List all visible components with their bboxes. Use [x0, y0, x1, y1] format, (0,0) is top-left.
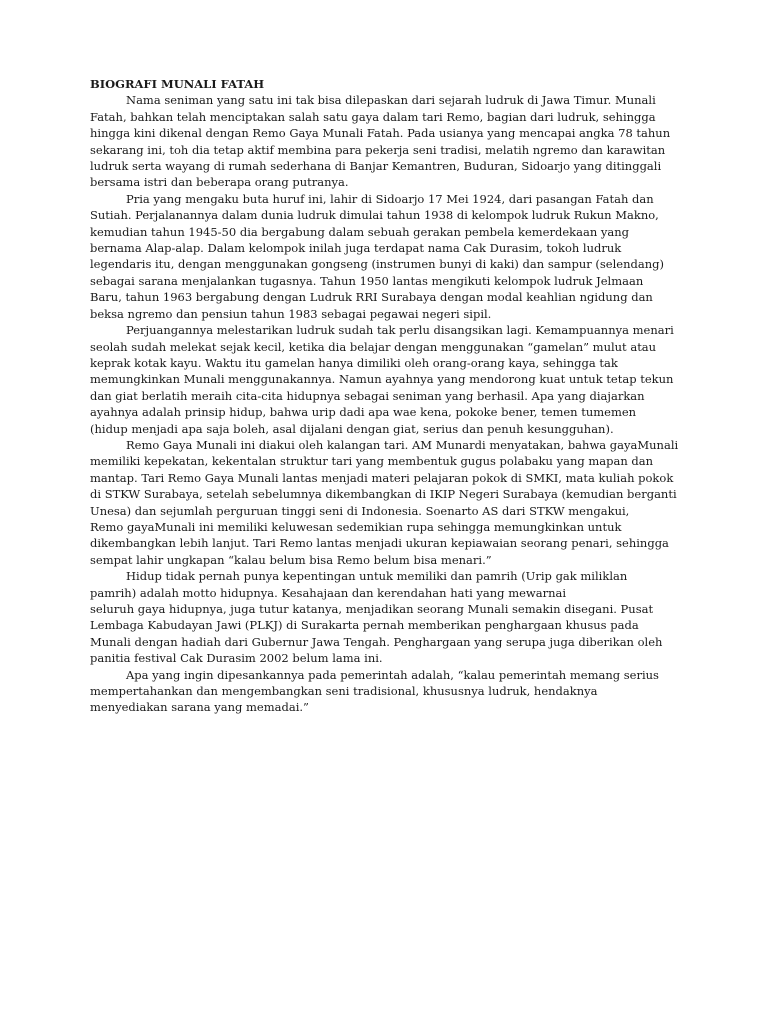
paragraph-line: sekarang ini, toh dia tetap aktif membina para pekerja seni tradisi, melatih ngremo dan karawitan — [90, 142, 666, 157]
paragraph-line: (hidup menjadi apa saja boleh, asal dijalani dengan giat, serius dan penuh kesungguhan). — [90, 421, 614, 436]
paragraph-line: Hidup tidak pernah punya kepentingan untuk memiliki dan pamrih (Urip gak miliklan — [126, 569, 628, 584]
paragraph-line: memungkinkan Munali menggunakannya. Namun ayahnya yang mendorong kuat untuk tetap tekun — [90, 372, 674, 387]
paragraph-line: dan giat berlatih meraih cita-cita hidupnya sebagai seniman yang berhasil. Apa yang diajarkan — [90, 388, 645, 403]
paragraph — [90, 667, 680, 716]
paragraph-line: seolah sudah melekat sejak kecil, ketika dia belajar dengan menggunakan “gamelan” mulut atau — [90, 339, 657, 354]
paragraph-line: sebagai sarana menjalankan tugasnya. Tahun 1950 lantas mengikuti kelompok ludruk Jelmaan — [90, 273, 644, 288]
paragraph-line: ayahnya adalah prinsip hidup, bahwa urip dadi apa wae kena, pokoke bener, temen tumemen — [90, 405, 637, 420]
paragraph-line: Fatah, bahkan telah menciptakan salah satu gaya dalam tari Remo, bagian dari ludruk, sehingga — [90, 109, 656, 124]
paragraph-line: Nama seniman yang satu ini tak bisa dilepaskan dari sejarah ludruk di Jawa Timur. Munali — [126, 93, 656, 108]
paragraph — [90, 437, 680, 568]
document-body — [90, 76, 680, 716]
paragraph-line: Remo Gaya Munali ini diakui oleh kalangan tari. AM Munardi menyatakan, bahwa gayaMunali — [126, 437, 679, 452]
paragraph-line: di STKW Surabaya, setelah sebelumnya dikembangkan di IKIP Negeri Surabaya (kemudian berganti — [90, 487, 677, 502]
paragraph-line: mempertahankan dan mengembangkan seni tradisional, khususnya ludruk, hendaknya — [90, 684, 598, 699]
paragraph-line: Munali dengan hadiah dari Gubernur Jawa Tengah. Penghargaan yang serupa juga diberikan oleh — [90, 634, 663, 649]
paragraph-line: Pria yang mengaku buta huruf ini, lahir di Sidoarjo 17 Mei 1924, dari pasangan Fatah dan — [126, 191, 654, 206]
paragraph-line: Remo gayaMunali ini memiliki keluwesan sedemikian rupa sehingga memungkinkan untuk — [90, 519, 622, 534]
paragraph-line: kemudian tahun 1945-50 dia bergabung dalam sebuah gerakan pembela kemerdekaan yang — [90, 224, 630, 239]
paragraph — [90, 191, 680, 322]
paragraph-line: bersama istri dan beberapa orang putranya. — [90, 175, 349, 190]
paragraph-line: menyediakan sarana yang memadai.” — [90, 700, 309, 715]
paragraph-line: panitia festival Cak Durasim 2002 belum lama ini. — [90, 651, 383, 666]
paragraph-line: memiliki kepekatan, kekentalan struktur tari yang membentuk gugus polabaku yang mapan dan — [90, 454, 654, 469]
paragraph-line: sempat lahir ungkapan “kalau belum bisa Remo belum bisa menari.” — [90, 552, 492, 567]
paragraphs-container — [90, 92, 680, 715]
paragraph-line: Lembaga Kabudayan Jawi (PLKJ) di Surakarta pernah memberikan penghargaan khusus pada — [90, 618, 639, 633]
paragraph-line: keprak kotak kayu. Waktu itu gamelan hanya dimiliki oleh orang-orang kaya, sehingga tak — [90, 355, 618, 370]
paragraph-line: Baru, tahun 1963 bergabung dengan Ludruk RRI Surabaya dengan modal keahlian ngidung dan — [90, 290, 653, 305]
paragraph-line: hingga kini dikenal dengan Remo Gaya Munali Fatah. Pada usianya yang mencapai angka 78 tahun — [90, 126, 671, 141]
paragraph-line: ludruk serta wayang di rumah sederhana di Banjar Kemantren, Buduran, Sidoarjo yang ditinggali — [90, 159, 662, 174]
document-title: BIOGRAFI MUNALI FATAH — [90, 77, 265, 91]
paragraph — [90, 568, 680, 666]
paragraph-line: Perjuangannya melestarikan ludruk sudah tak perlu disangsikan lagi. Kemampuannya menari — [126, 323, 674, 338]
paragraph-line: bernama Alap-alap. Dalam kelompok inilah juga terdapat nama Cak Durasim, tokoh ludruk — [90, 241, 622, 256]
paragraph-line: pamrih) adalah motto hidupnya. Kesahajaan dan kerendahan hati yang mewarnai — [90, 585, 567, 600]
paragraph-line: Sutiah. Perjalanannya dalam dunia ludruk dimulai tahun 1938 di kelompok ludruk Rukun Makno, — [90, 208, 659, 223]
paragraph-line: seluruh gaya hidupnya, juga tutur katanya, menjadikan seorang Munali semakin disegani. Pusat — [90, 602, 654, 616]
paragraph-line: mantap. Tari Remo Gaya Munali lantas menjadi materi pelajaran pokok di SMKI, mata kuliah pokok — [90, 470, 674, 485]
paragraph — [90, 322, 680, 437]
paragraph-line: dikembangkan lebih lanjut. Tari Remo lantas menjadi ukuran kepiawaian seorang penari, sehingga — [90, 536, 669, 551]
paragraph-line: beksa ngremo dan pensiun tahun 1983 sebagai pegawai negeri sipil. — [90, 306, 492, 321]
paragraph — [90, 92, 680, 190]
paragraph-line: Apa yang ingin dipesankannya pada pemerintah adalah, “kalau pemerintah memang serius — [126, 667, 659, 682]
paragraph-line: legendaris itu, dengan menggunakan gongseng (instrumen bunyi di kaki) dan sampur (selendang) — [90, 257, 664, 272]
paragraph-line: Unesa) dan sejumlah perguruan tinggi seni di Indonesia. Soenarto AS dari STKW mengakui, — [90, 503, 630, 518]
